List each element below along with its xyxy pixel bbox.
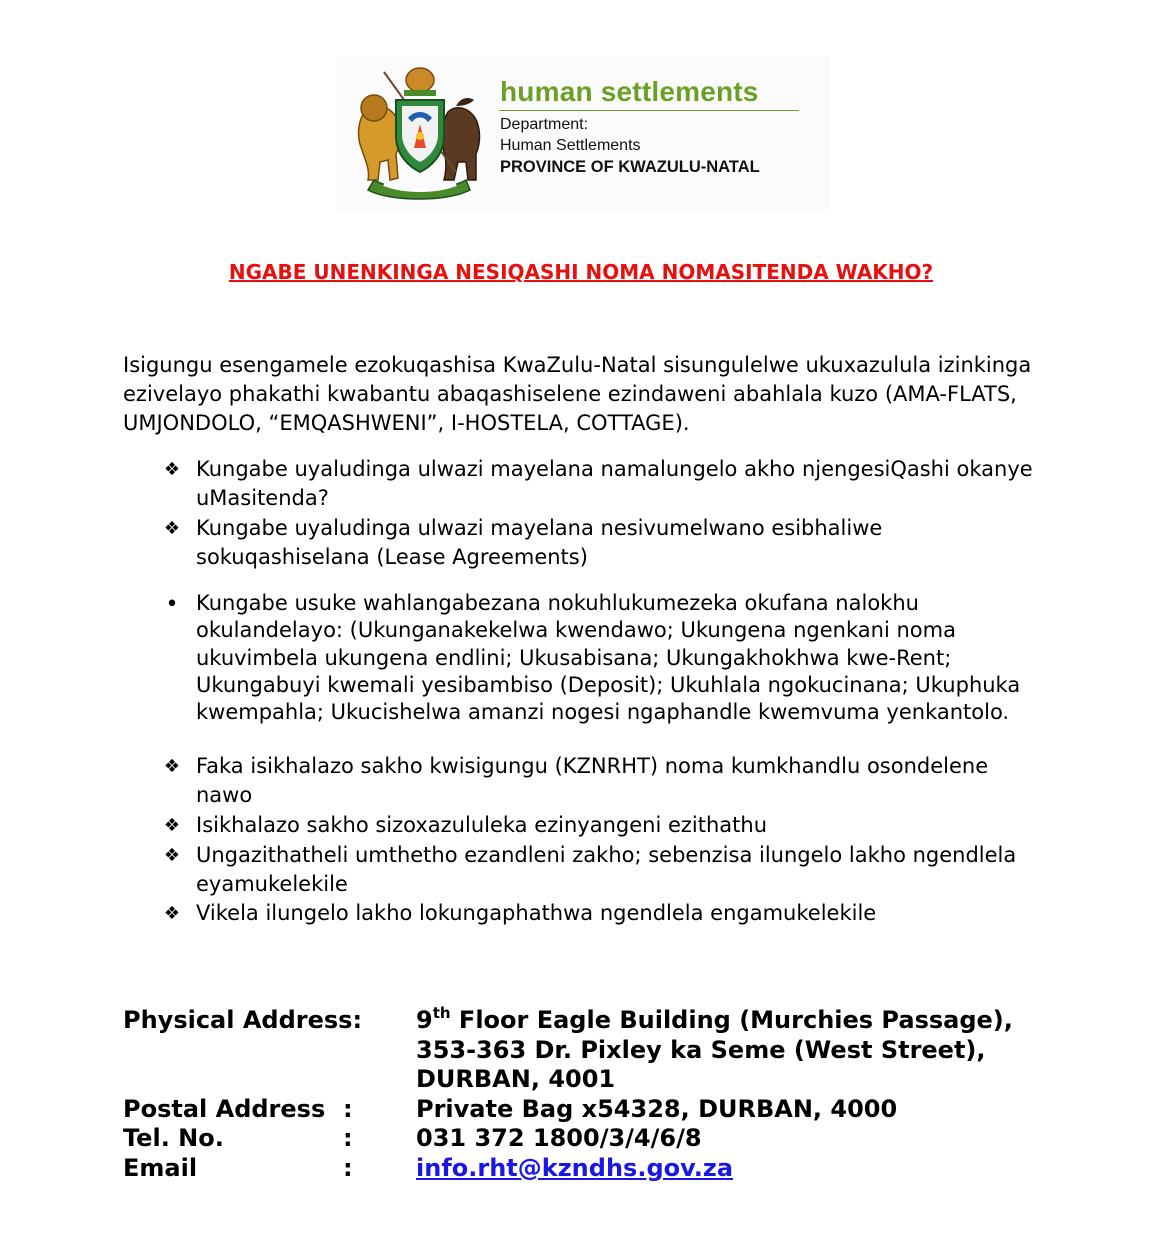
email-label: Email <box>123 1154 198 1182</box>
physical-address-line3: DURBAN, 4001 <box>416 1065 616 1093</box>
diamond-bullet-icon: ❖ <box>163 845 181 866</box>
title-underline <box>499 110 799 111</box>
diamond-bullet-icon: ❖ <box>163 903 181 924</box>
physical-address-line1 <box>416 1006 1056 1036</box>
diamond-bullet-icon: ❖ <box>163 459 181 480</box>
intro-paragraph: Isigungu esengamele ezokuqashisa KwaZulu-Natal sisungulelwe ukuxazulula izinkinga ezivelayo phakathi kwabantu abaqashiselene ezindaweni abahlala kuzo (AMA-FLATS, UMJONDOLO, “EMQASHWENI”, I-HOSTELA, COTTAGE). <box>123 353 1032 435</box>
dot-bullet-icon: • <box>165 592 179 617</box>
physical-address-label: Physical Address: <box>123 1006 363 1034</box>
list-item-text: Kungabe usuke wahlangabezana nokuhlukumezeka okufana nalokhu okulandelayo: (Ukunganakekelwa kwendawo; Ukungena ngenkani noma ukuvimbela ukungena endlini; Ukusabisana; Ukungakhokhwa kwe-Rent; Ukungabuyi kwemali yesibambiso (Deposit); Ukuhlala ngokucinana; Ukuphuka kwempahla; Ukucishelwa amanzi nogesi ngaphandle kwemvuma yenkantolo. <box>196 591 1021 725</box>
telephone-label: Tel. No. <box>123 1124 224 1152</box>
telephone-value: 031 372 1800/3/4/6/8 <box>416 1124 702 1152</box>
colon: : <box>343 1154 353 1182</box>
org-title: human settlements <box>500 76 759 107</box>
diamond-bullet-icon: ❖ <box>163 815 181 836</box>
postal-address-value: Private Bag x54328, DURBAN, 4000 <box>416 1095 898 1123</box>
floor-number: 9 <box>416 1006 433 1034</box>
list-item-text: Kungabe uyaludinga ulwazi mayelana namalungelo akho njengesiQashi okanye uMasitenda? <box>196 457 1033 510</box>
physical-address-line2: 353-363 Dr. Pixley ka Seme (West Street), <box>416 1036 986 1064</box>
email-link[interactable]: info.rht@kzndhs.gov.za <box>416 1154 734 1182</box>
department-logo-block <box>336 56 830 210</box>
department-name: Human Settlements <box>500 137 641 154</box>
diamond-bullet-icon: ❖ <box>163 518 181 539</box>
list-item-text: Faka isikhalazo sakho kwisigungu (KZNRHT) noma kumkhandlu osondelene nawo <box>196 754 989 807</box>
list-item-text: Kungabe uyaludinga ulwazi mayelana nesivumelwano esibhaliwe sokuqashiselana (Lease Agreements) <box>196 516 883 569</box>
building-name: Floor Eagle Building (Murchies Passage), <box>450 1006 1013 1034</box>
department-label: Department: <box>500 116 589 133</box>
coat-of-arms-icon <box>344 62 494 202</box>
page-headline: NGABE UNENKINGA NESIQASHI NOMA NOMASITENDA WAKHO? <box>228 260 934 284</box>
colon: : <box>343 1095 353 1123</box>
diamond-bullet-icon: ❖ <box>163 756 181 777</box>
floor-ordinal: th <box>432 1004 451 1022</box>
province-name: PROVINCE OF KWAZULU-NATAL <box>500 158 760 176</box>
list-item-text: Isikhalazo sakho sizoxazululeka ezinyangeni ezithathu <box>196 813 768 837</box>
list-item-text: Ungazithatheli umthetho ezandleni zakho; sebenzisa ilungelo lakho ngendlela eyamukelekile <box>196 843 1017 896</box>
colon: : <box>343 1124 353 1152</box>
list-item-text: Vikela ilungelo lakho lokungaphathwa ngendlela engamukelekile <box>196 901 877 925</box>
postal-address-label: Postal Address <box>123 1095 326 1123</box>
